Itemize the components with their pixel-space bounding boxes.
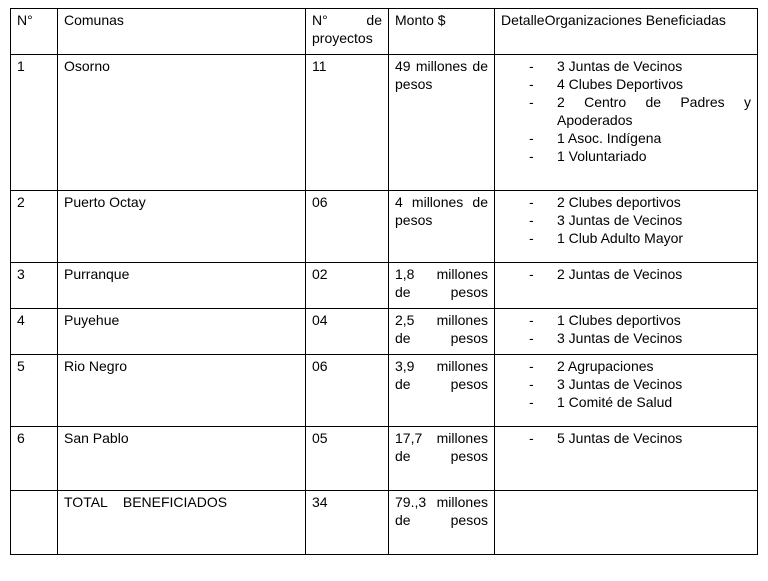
detail-list [501,57,751,165]
row-proyectos: 06 [306,191,389,263]
header-proyectos [306,9,389,55]
total-num [11,491,58,555]
row-num: 5 [11,355,58,427]
row-comuna: Osorno [58,55,306,191]
header-comunas: Comunas [58,9,306,55]
row-monto-text: 1,8 millones de pesos [395,266,488,300]
row-monto [389,427,495,491]
row-proyectos: 11 [306,55,389,191]
row-num: 6 [11,427,58,491]
row-num: 4 [11,309,58,355]
row-monto [389,191,495,263]
table-row [11,191,758,263]
list-item: - 3 Juntas de Vecinos [501,211,751,229]
row-proyectos: 04 [306,309,389,355]
table-row [11,427,758,491]
row-monto [389,355,495,427]
row-detalle [495,309,758,355]
row-monto-text: 3,9 millones de pesos [395,358,488,392]
table-row [11,355,758,427]
table-row [11,55,758,191]
header-detalle: DetalleOrganizaciones Beneficiadas [495,9,758,55]
total-monto [389,491,495,555]
detail-list [501,311,751,347]
header-row [11,9,758,55]
table-row [11,263,758,309]
detail-list [501,429,751,447]
header-proyectos-text: N° de proyectos [312,12,382,46]
list-item: - 3 Juntas de Vecinos [501,375,751,393]
list-item: - 1 Asoc. Indígena [501,129,751,147]
list-item: - 5 Juntas de Vecinos [501,429,751,447]
row-comuna: Rio Negro [58,355,306,427]
row-monto-text: 2,5 millones de pesos [395,312,488,346]
row-comuna: San Pablo [58,427,306,491]
row-num: 2 [11,191,58,263]
total-detalle [495,491,758,555]
row-proyectos: 06 [306,355,389,427]
list-item: - 3 Juntas de Vecinos [501,329,751,347]
row-num: 1 [11,55,58,191]
detail-list [501,265,751,283]
total-monto-text: 79.,3 millones de pesos [395,494,488,528]
list-item: - 2 Clubes deportivos [501,193,751,211]
list-item: - 2 Centro de Padres y Apoderados [501,93,751,129]
row-num: 3 [11,263,58,309]
row-detalle [495,55,758,191]
detail-list [501,193,751,247]
list-item: - 2 Juntas de Vecinos [501,265,751,283]
row-comuna: Puyehue [58,309,306,355]
detail-list [501,357,751,411]
row-monto-text: 49 millones de pesos [395,58,488,92]
list-item: - 1 Club Adulto Mayor [501,229,751,247]
total-label: TOTAL BENEFICIADOS [58,491,306,555]
total-row [11,491,758,555]
row-monto-text: 4 millones de pesos [395,194,488,228]
list-item: - 1 Voluntariado [501,147,751,165]
row-detalle [495,263,758,309]
row-detalle [495,355,758,427]
list-item: - 3 Juntas de Vecinos [501,57,751,75]
beneficiaries-table [10,8,758,555]
list-item: - 4 Clubes Deportivos [501,75,751,93]
table-row [11,309,758,355]
row-monto [389,55,495,191]
list-item: - 2 Agrupaciones [501,357,751,375]
header-monto: Monto $ [389,9,495,55]
header-num: N° [11,9,58,55]
row-comuna: Purranque [58,263,306,309]
row-detalle [495,191,758,263]
list-item: - 1 Clubes deportivos [501,311,751,329]
row-proyectos: 02 [306,263,389,309]
total-proyectos: 34 [306,491,389,555]
row-comuna: Puerto Octay [58,191,306,263]
list-item: - 1 Comité de Salud [501,393,751,411]
row-monto [389,263,495,309]
row-proyectos: 05 [306,427,389,491]
row-monto-text: 17,7 millones de pesos [395,430,488,464]
row-monto [389,309,495,355]
row-detalle [495,427,758,491]
